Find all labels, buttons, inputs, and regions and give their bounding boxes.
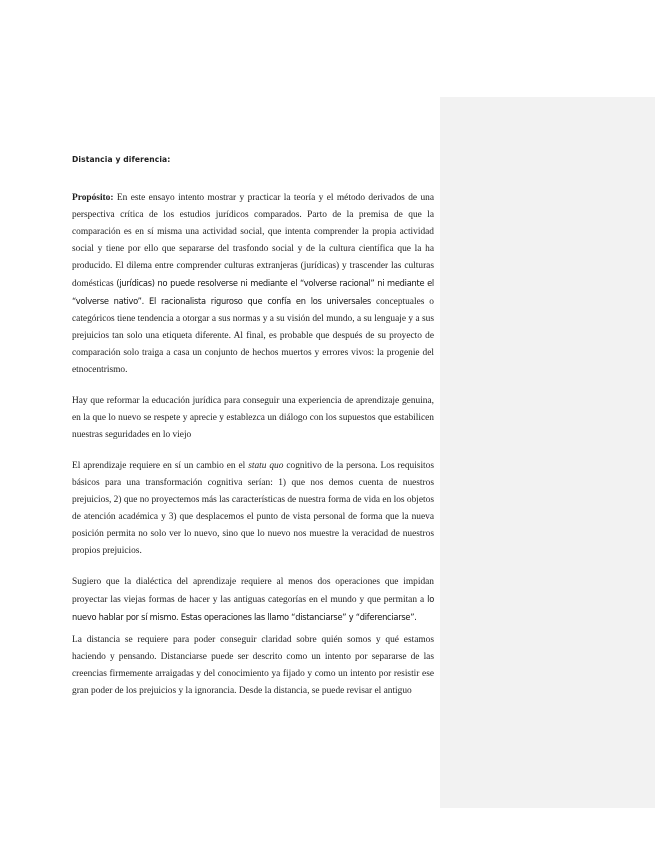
paragraph-learning <box>72 458 434 560</box>
learning-text-b: cognitivo de la persona. Los requisitos básicos para una transformación cognitiva serían: 1) que nos demos cuenta de nuestros prejuicios, 2) que no proyectemos más las características de nuestra forma de vida en los objetos de atención académica y 3) que desplacemos el punto de vista personal de forma que la nueva posición permita no solo ver lo nuevo, sino que lo nuevo nos muestre la veracidad de nuestros propios prejuicios. <box>72 461 434 556</box>
purpose-label: Propósito: <box>72 193 114 203</box>
paragraph-distance: La distancia se requiere para poder conseguir claridad sobre quién somos y qué estamos haciendo y pensando. Distanciarse puede ser descrito como un intento por separarse de las creencias firmemente arraigadas y del conocimiento ya fijado y como un intento por resistir ese gran poder de los prejuicios y la ignorancia. Desde la distancia, se puede revisar el antiguo <box>72 635 434 696</box>
paragraph-purpose <box>72 190 434 379</box>
document-body <box>72 150 434 714</box>
learning-italic: statu quo <box>248 461 284 471</box>
dialectic-text-b: lo nuevo hablar por sí mismo. Estas operaciones las llamo “distanciarse” y “diferenciarse”. <box>72 594 434 623</box>
purpose-text-b: (jurídicas) no puede resolverse ni mediante el “volverse racional” ni mediante el “volverse nativo”. El racionalista riguroso que confía en los universales <box>72 278 434 307</box>
section-heading: Distancia y diferencia: <box>72 155 171 164</box>
purpose-text-c: conceptuales o categóricos tiene tendencia a otorgar a sus normas y a su visión del mundo, a su lenguaje y a sus prejuicios tan solo una etiqueta diferente. Al final, es probable que después de su proyecto de comparación solo traiga a casa un conjunto de hechos muertos y errores vivos: la progenie del etnocentrismo. <box>72 297 434 375</box>
learning-text-a: El aprendizaje requiere en sí un cambio en el <box>72 461 249 471</box>
paragraph-reform: Hay que reformar la educación jurídica para conseguir una experiencia de aprendizaje genuina, en la que lo nuevo se respete y aprecie y establezca un diálogo con los supuestos que estabilicen nuestras seguridades en lo viejo <box>72 396 434 440</box>
comment-pane <box>440 97 655 808</box>
purpose-text-a: En este ensayo intento mostrar y practicar la teoría y el método derivados de una perspectiva crítica de los estudios jurídicos comparados. Parto de la premisa de que la comparación es en sí misma una actividad social, que intenta comprender la propia actividad social y tiene por ello que separarse del trasfondo social y de la cultura científica que la ha producido. El dilema entre comprender culturas extranjeras (jurídicas) y trascender las culturas domésticas <box>72 193 434 289</box>
paragraph-dialectic <box>72 574 434 627</box>
dialectic-text-a: Sugiero que la dialéctica del aprendizaje requiere al menos dos operaciones que impidan proyectar las viejas formas de hacer y las antiguas categorías en el mundo y que permitan a <box>72 577 434 605</box>
